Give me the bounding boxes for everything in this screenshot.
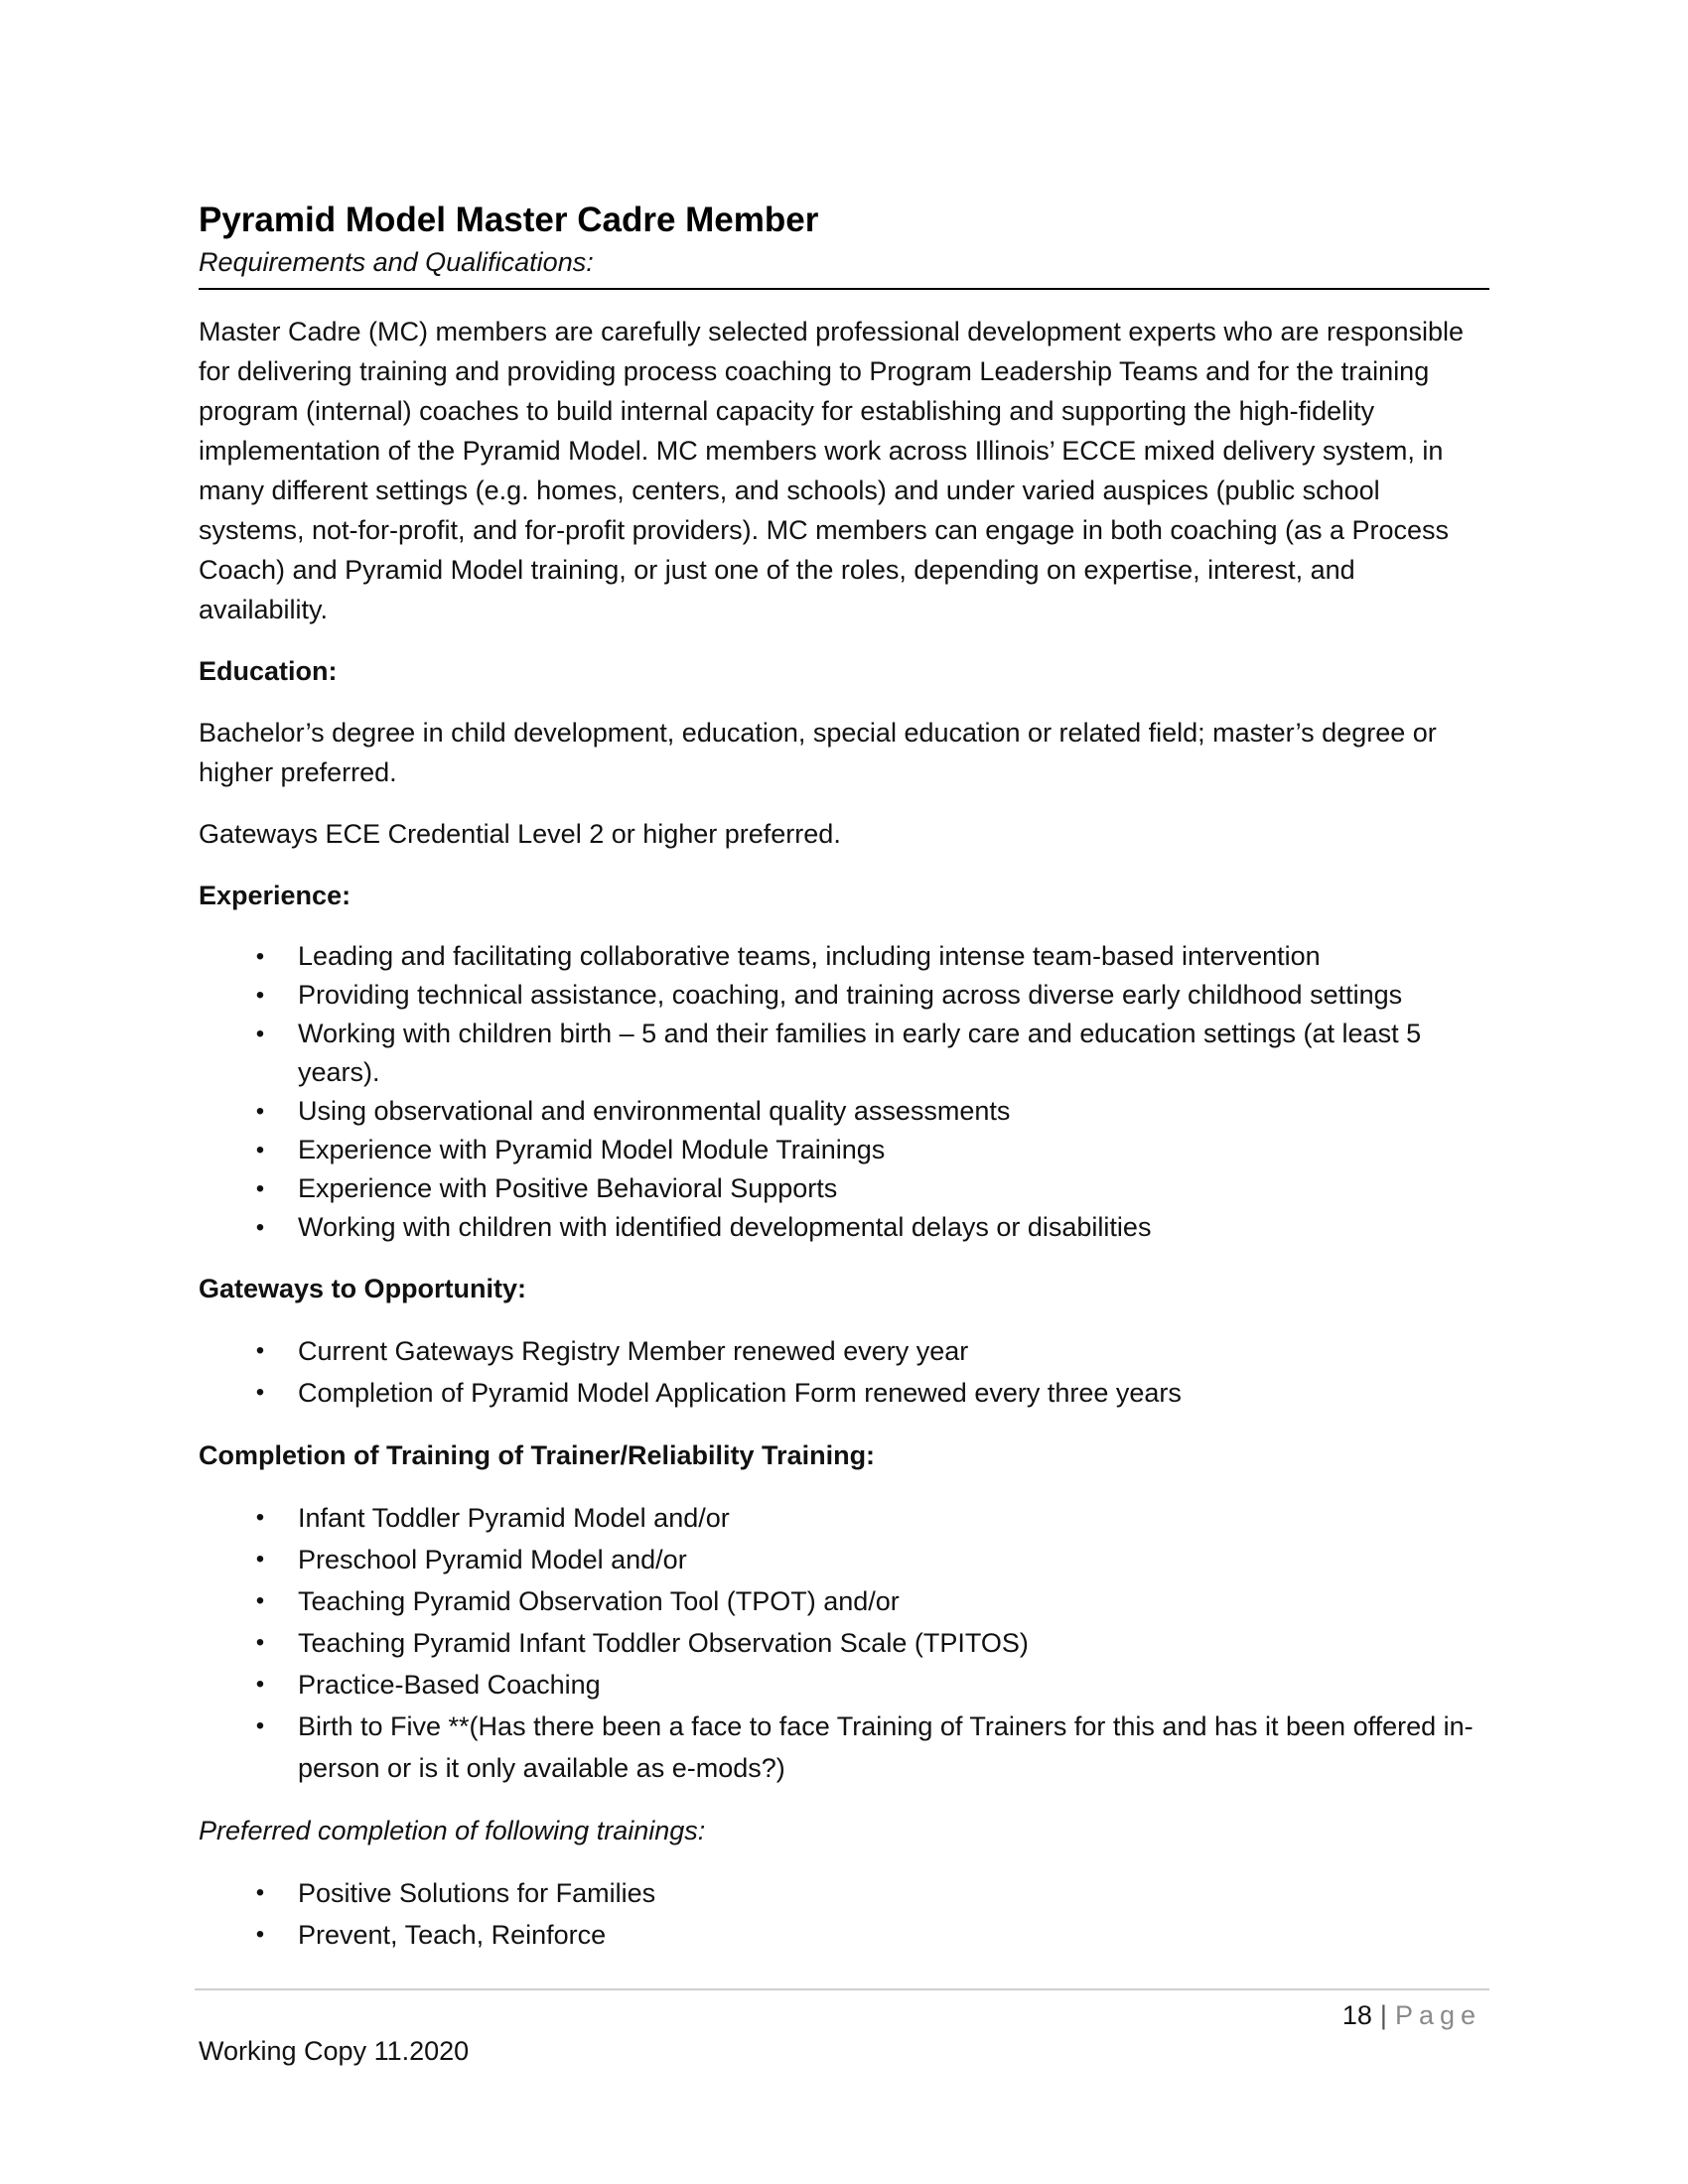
page-number-separator: | — [1379, 2000, 1387, 2030]
gateways-list — [199, 1330, 1489, 1414]
list-item-text: Experience with Positive Behavioral Supports — [298, 1173, 838, 1203]
footer-note: Working Copy 11.2020 — [199, 2036, 470, 2066]
education-paragraph: Gateways ECE Credential Level 2 or higher preferred. — [199, 819, 841, 849]
list-item-text: Practice-Based Coaching — [298, 1670, 601, 1700]
education-heading: Education: — [199, 656, 338, 686]
list-item-text: Birth to Five **(Has there been a face to face Training of Trainers for this and has it been offered in-person or is it only available as e-mods?) — [298, 1711, 1474, 1783]
list-item — [199, 1580, 1489, 1622]
document-subtitle: Requirements and Qualifications: — [199, 247, 594, 277]
training-list — [199, 1497, 1489, 1789]
bullet-icon: • — [255, 1098, 265, 1125]
list-item — [199, 1015, 1489, 1092]
list-item — [199, 1706, 1489, 1789]
document-title: Pyramid Model Master Cadre Member — [199, 201, 819, 239]
list-item-text: Current Gateways Registry Member renewed every year — [298, 1336, 969, 1366]
list-item-text: Working with children with identified developmental delays or disabilities — [298, 1212, 1152, 1242]
list-item — [199, 1539, 1489, 1580]
experience-list — [199, 937, 1489, 1247]
bullet-icon: • — [255, 982, 265, 1009]
list-item-text: Teaching Pyramid Observation Tool (TPOT) and/or — [298, 1586, 900, 1616]
list-item — [199, 1330, 1489, 1372]
bullet-icon: • — [255, 1021, 265, 1047]
preferred-list — [199, 1872, 1489, 1956]
page-label: Page — [1394, 2000, 1481, 2030]
bullet-icon: • — [255, 1587, 265, 1614]
list-item-text: Leading and facilitating collaborative teams, including intense team-based intervention — [298, 941, 1321, 971]
page-number-value: 18 — [1341, 2000, 1372, 2030]
list-item-text: Using observational and environmental quality assessments — [298, 1096, 1011, 1126]
bullet-icon: • — [255, 1712, 265, 1739]
bullet-icon: • — [255, 1137, 265, 1163]
list-item-text: Infant Toddler Pyramid Model and/or — [298, 1503, 730, 1533]
list-item — [199, 1131, 1489, 1169]
experience-heading: Experience: — [199, 881, 352, 910]
list-item — [199, 976, 1489, 1015]
list-item-text: Preschool Pyramid Model and/or — [298, 1545, 687, 1574]
list-item — [199, 1914, 1489, 1956]
bullet-icon: • — [255, 943, 265, 970]
list-item — [199, 1372, 1489, 1414]
list-item — [199, 1622, 1489, 1664]
list-item-text: Prevent, Teach, Reinforce — [298, 1920, 607, 1950]
list-item-text: Working with children birth – 5 and their families in early care and education settings (at least 5 years). — [298, 1019, 1422, 1087]
bullet-icon: • — [255, 1671, 265, 1698]
list-item-text: Completion of Pyramid Model Application Form renewed every three years — [298, 1378, 1182, 1408]
preferred-heading: Preferred completion of following trainings: — [199, 1816, 706, 1845]
bullet-icon: • — [255, 1629, 265, 1656]
education-paragraph: Bachelor’s degree in child development, education, special education or related field; master’s degree or higher preferred. — [199, 718, 1437, 787]
bullet-icon: • — [255, 1214, 265, 1241]
bullet-icon: • — [255, 1337, 265, 1364]
bullet-icon: • — [255, 1379, 265, 1406]
list-item-text: Providing technical assistance, coaching, and training across diverse early childhood settings — [298, 980, 1403, 1010]
list-item — [199, 1169, 1489, 1208]
bullet-icon: • — [255, 1546, 265, 1572]
title-divider — [199, 288, 1489, 290]
bullet-icon: • — [255, 1175, 265, 1202]
list-item — [199, 1872, 1489, 1914]
list-item — [199, 1497, 1489, 1539]
page-number — [1342, 1997, 1481, 2033]
page-content — [199, 199, 1489, 1978]
bullet-icon: • — [255, 1879, 265, 1906]
bullet-icon: • — [255, 1504, 265, 1531]
list-item — [199, 937, 1489, 976]
list-item-text: Teaching Pyramid Infant Toddler Observation Scale (TPITOS) — [298, 1628, 1029, 1658]
list-item-text: Experience with Pyramid Model Module Trainings — [298, 1135, 886, 1164]
training-heading: Completion of Training of Trainer/Reliability Training: — [199, 1440, 876, 1470]
gateways-heading: Gateways to Opportunity: — [199, 1274, 527, 1303]
intro-paragraph: Master Cadre (MC) members are carefully selected professional development experts who are responsible for delivering training and providing process coaching to Program Leadership Teams and for the training program (internal) coaches to build internal capacity for establishing and supporting the high-fidelity implementation of the Pyramid Model. MC members work across Illinois’ ECCE mixed delivery system, in many different settings (e.g. homes, centers, and schools) and under varied auspices (public school systems, not-for-profit, and for-profit providers). MC members can engage in both coaching (as a Process Coach) and Pyramid Model training, or just one of the roles, depending on expertise, interest, and availability. — [199, 317, 1465, 624]
footer-divider — [195, 1988, 1489, 1990]
list-item-text: Positive Solutions for Families — [298, 1878, 656, 1908]
list-item — [199, 1664, 1489, 1706]
list-item — [199, 1092, 1489, 1131]
bullet-icon: • — [255, 1921, 265, 1948]
list-item — [199, 1208, 1489, 1247]
